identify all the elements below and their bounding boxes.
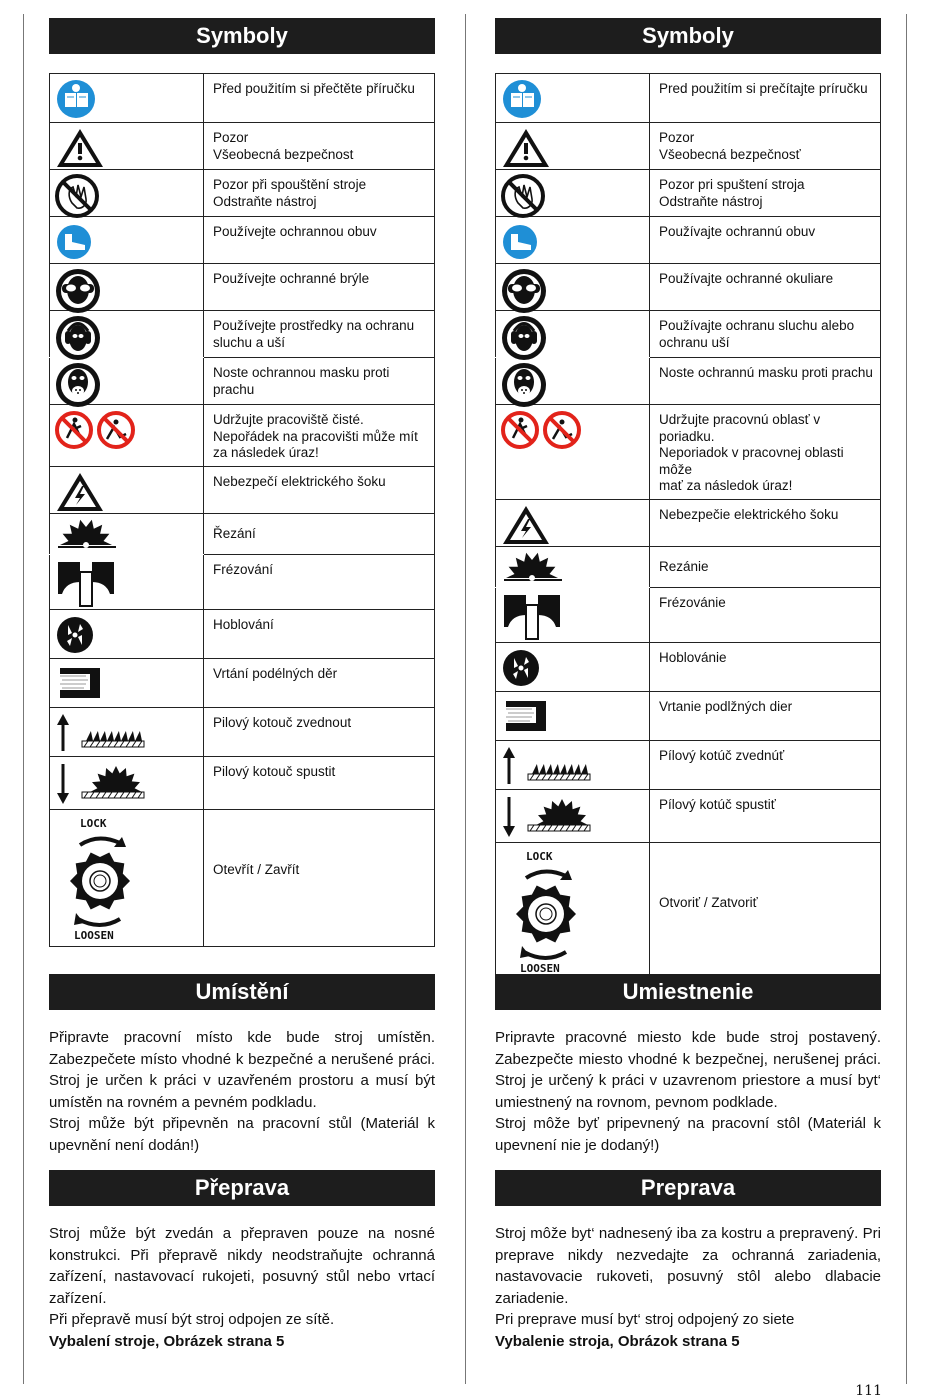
symbol-label: Používajte ochranu sluchu alebo ochranu uší	[650, 311, 881, 358]
symbol-row	[496, 170, 881, 217]
symbol-label: Otevřít / Zavřít	[204, 809, 435, 946]
symbol-label: Noste ochrannú masku proti prachu	[650, 358, 881, 405]
symbol-label: Používejte ochrannou obuv	[204, 217, 435, 264]
symbol-icon-cell	[496, 691, 650, 740]
symbol-row	[50, 554, 435, 609]
symbol-label: Nebezpečí elektrického šoku	[204, 466, 435, 513]
placement-text-2: Stroj môže byť pripevnený na pracovní stôl (Materiál k upevnení nie je dodaný!)	[495, 1115, 881, 1154]
symbol-icon-cell	[496, 405, 650, 500]
symbol-icon-cell	[496, 499, 650, 546]
symbol-icon-cell	[50, 264, 204, 311]
symbol-label: Pílový kotúč spustiť	[650, 789, 881, 842]
symbol-icon-cell	[496, 170, 650, 217]
symbol-row	[496, 358, 881, 405]
symbol-label: Rezánie	[650, 546, 881, 587]
svg-text:LOOSEN: LOOSEN	[520, 961, 560, 975]
symbol-label: Udržujte pracovnú oblasť v poriadku. Neporiadok v pracovnej oblasti môže mať za následok úraz!	[650, 405, 881, 500]
symbol-row	[50, 170, 435, 217]
symbols-table	[495, 73, 881, 980]
symbol-row	[496, 546, 881, 587]
symbol-row	[496, 789, 881, 842]
symbol-row	[496, 217, 881, 264]
symbols-table	[49, 73, 435, 947]
symbol-label: Pozor Všeobecná bezpečnost	[204, 123, 435, 170]
symbol-icon-cell	[496, 587, 650, 642]
symbol-row	[496, 740, 881, 789]
transport-text-2: Při přepravě musí být stroj odpojen ze sítě.	[49, 1311, 335, 1328]
symbol-label: Používejte prostředky na ochranu sluchu a uší	[204, 311, 435, 358]
placement-header: Umístění	[49, 974, 435, 1010]
svg-text:LOCK: LOCK	[526, 849, 553, 863]
left-margin-line	[23, 14, 24, 1384]
symbol-label: Pilový kotouč spustit	[204, 756, 435, 809]
symbol-row	[496, 691, 881, 740]
unpack-note: Vybalenie stroja, Obrázok strana 5	[495, 1332, 740, 1350]
placement-text: Připravte pracovní místo kde bude stroj umístěn. Zabezpečete místo vhodné k bezpečné a nerušené práci. Stroj je určen k práci v uzavřeném prostoru a musí být umístěn na rovném a pevném podkladu.	[49, 1029, 435, 1111]
symbol-icon-cell	[50, 609, 204, 658]
symbol-label: Vrtanie podlžných dier	[650, 691, 881, 740]
transport-section	[495, 1170, 881, 1352]
page-number: 111	[855, 1383, 882, 1399]
symbol-icon-cell	[50, 123, 204, 170]
symbol-label: Řezání	[204, 513, 435, 554]
symbol-icon-cell	[496, 264, 650, 311]
transport-header: Přeprava	[49, 1170, 435, 1206]
symbol-label: Vrtání podélných děr	[204, 658, 435, 707]
symbol-row	[496, 642, 881, 691]
symbol-row	[50, 264, 435, 311]
symbol-row	[50, 405, 435, 467]
symbol-icon-cell	[50, 658, 204, 707]
symbol-icon-cell	[50, 707, 204, 756]
symbol-label: Hoblovánie	[650, 642, 881, 691]
placement-text-2: Stroj může být připevněn na pracovní stůl (Materiál k upevnění není dodán!)	[49, 1115, 435, 1154]
symbol-row	[50, 513, 435, 554]
symbol-icon-cell	[50, 466, 204, 513]
symbol-label: Používajte ochranné okuliare	[650, 264, 881, 311]
right-margin-line	[906, 14, 907, 1384]
symbol-row	[50, 707, 435, 756]
symbols-header: Symboly	[495, 18, 881, 54]
symbol-label: Otvoriť / Zatvoriť	[650, 842, 881, 979]
transport-text: Stroj může být zvedán a přepraven pouze na nosné konstrukci. Při přepravě nikdy neodstraňujte ochranná zařízení, nastavovací rukojeti, posuvný stůl nebo vrtací zařízení.	[49, 1225, 435, 1307]
symbol-label: Hoblování	[204, 609, 435, 658]
symbol-icon-cell	[50, 756, 204, 809]
symbol-label: Nebezpečie elektrického šoku	[650, 499, 881, 546]
symbol-icon-cell	[496, 74, 650, 123]
symbol-icon-cell	[50, 74, 204, 123]
symbol-icon-cell	[496, 358, 650, 405]
placement-section	[495, 974, 881, 1156]
symbol-row	[50, 217, 435, 264]
placement-header: Umiestnenie	[495, 974, 881, 1010]
symbol-label: Noste ochrannou masku proti prachu	[204, 358, 435, 405]
symbol-row	[50, 358, 435, 405]
svg-text:LOOSEN: LOOSEN	[74, 928, 114, 942]
symbol-row	[50, 466, 435, 513]
symbol-icon-cell	[50, 170, 204, 217]
transport-section	[49, 1170, 435, 1352]
symbol-row	[50, 658, 435, 707]
symbol-icon-cell	[50, 554, 204, 609]
symbol-row	[496, 123, 881, 170]
symbol-icon-cell	[496, 546, 650, 587]
symbol-label: Frézování	[204, 554, 435, 609]
symbol-icon-cell	[50, 405, 204, 467]
symbol-icon-cell	[50, 311, 204, 358]
symbol-row	[496, 587, 881, 642]
unpack-note: Vybalení stroje, Obrázek strana 5	[49, 1332, 285, 1350]
symbol-row	[50, 123, 435, 170]
symbol-icon-cell	[50, 217, 204, 264]
symbol-row	[496, 311, 881, 358]
symbol-row	[50, 756, 435, 809]
transport-header: Preprava	[495, 1170, 881, 1206]
symbol-label: Před použitím si přečtěte příručku	[204, 74, 435, 123]
symbol-icon-cell	[496, 842, 650, 979]
symbol-label: Pozor při spouštění stroje Odstraňte nástroj	[204, 170, 435, 217]
symbol-row	[496, 842, 881, 979]
symbol-label: Pozor pri spuštení stroja Odstraňte nástroj	[650, 170, 881, 217]
symbol-row	[496, 499, 881, 546]
placement-section	[49, 974, 435, 1156]
symbol-icon-cell	[50, 358, 204, 405]
placement-text: Pripravte pracovné miesto kde bude stroj postavený. Zabezpečte miesto vhodné k bezpečnej, nerušenej práci. Stroj je určený k práci v uzavrenom priestore a musí byt‘ umiestnený na rovnom, pevnom podklade.	[495, 1029, 881, 1111]
left-column	[49, 18, 435, 1350]
symbols-header: Symboly	[49, 18, 435, 54]
transport-text-2: Pri preprave musí byt‘ stroj odpojený zo siete	[495, 1311, 795, 1328]
symbol-icon-cell	[496, 642, 650, 691]
symbol-row	[496, 74, 881, 123]
symbol-row	[496, 264, 881, 311]
svg-text:LOCK: LOCK	[80, 816, 107, 830]
symbol-label: Používajte ochrannú obuv	[650, 217, 881, 264]
symbol-icon-cell	[496, 789, 650, 842]
center-divider-line	[465, 14, 466, 1384]
symbol-row	[50, 311, 435, 358]
symbol-icon-cell	[496, 311, 650, 358]
symbol-label: Pílový kotúč zvednúť	[650, 740, 881, 789]
symbol-icon-cell	[50, 513, 204, 554]
symbol-icon-cell	[496, 123, 650, 170]
symbol-label: Pilový kotouč zvednout	[204, 707, 435, 756]
symbol-label: Frézovánie	[650, 587, 881, 642]
symbol-label: Pozor Všeobecná bezpečnosť	[650, 123, 881, 170]
symbol-icon-cell	[496, 217, 650, 264]
symbol-row	[496, 405, 881, 500]
symbol-label: Pred použitím si prečítajte príručku	[650, 74, 881, 123]
symbol-icon-cell	[496, 740, 650, 789]
symbol-row	[50, 74, 435, 123]
symbol-label: Udržujte pracoviště čisté. Nepořádek na pracovišti může mít za následek úraz!	[204, 405, 435, 467]
symbol-row	[50, 609, 435, 658]
symbol-label: Používejte ochranné brýle	[204, 264, 435, 311]
symbol-icon-cell	[50, 809, 204, 946]
symbol-row	[50, 809, 435, 946]
right-column	[495, 18, 881, 1350]
transport-text: Stroj môže byt‘ nadnesený iba za kostru a prepravený. Pri preprave nikdy nezvedajte za ochranná zariadenia, nastavovacie rukoveti, posuvný stôl alebo dlabacie zariadenie.	[495, 1225, 881, 1307]
